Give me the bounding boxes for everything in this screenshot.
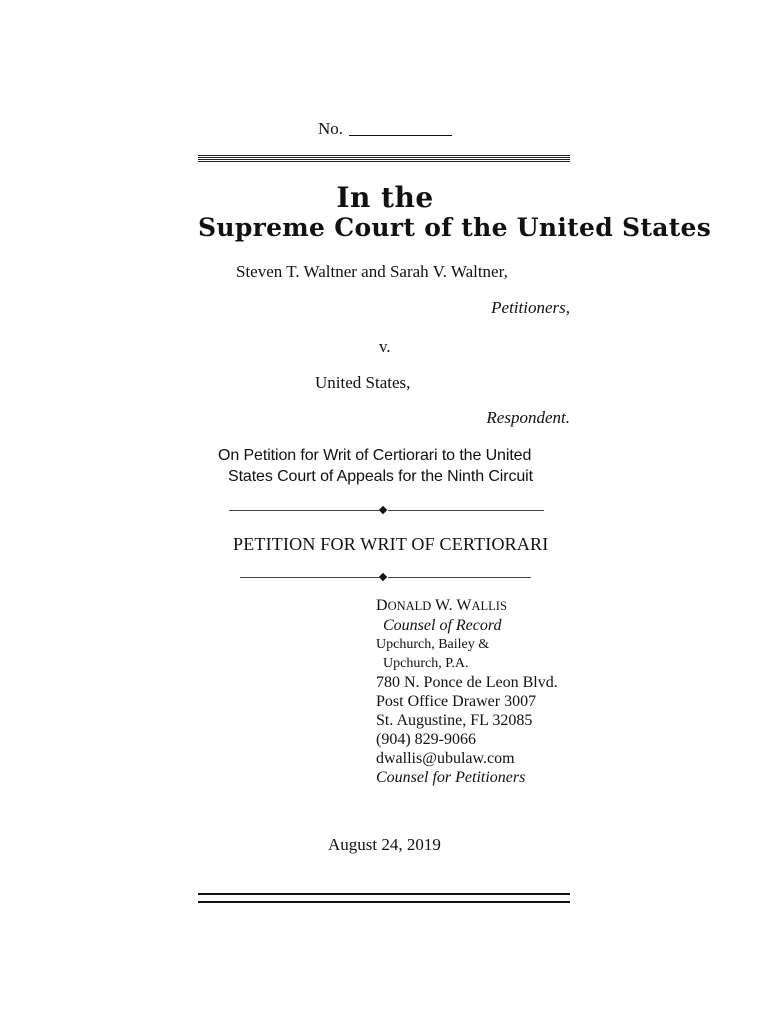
- petitioners-role: Petitioners,: [491, 298, 570, 317]
- court-heading-line1: In the: [336, 181, 434, 214]
- case-number-blank: [349, 135, 452, 136]
- email-address: dwallis@ubulaw.com: [376, 750, 515, 767]
- divider-right-2: [388, 577, 531, 578]
- petition-description-line2: States Court of Appeals for the Ninth Circuit: [228, 468, 533, 485]
- counsel-designation: Counsel of Record: [383, 617, 502, 634]
- address-line1: 780 N. Ponce de Leon Blvd.: [376, 674, 558, 691]
- document-title: PETITION FOR WRIT OF CERTIORARI: [233, 534, 549, 554]
- versus: v.: [379, 337, 391, 356]
- counsel-block: [376, 596, 558, 787]
- divider-left-2: [240, 577, 379, 578]
- counsel-role: Counsel for Petitioners: [376, 769, 526, 786]
- firm-line2: Upchurch, P.A.: [383, 656, 469, 671]
- divider-left-1: [229, 510, 379, 511]
- case-number-label: No.: [318, 119, 344, 138]
- respondent-name: United States,: [315, 373, 411, 392]
- case-number: [318, 119, 452, 139]
- firm-line1: Upchurch, Bailey &: [376, 637, 490, 652]
- petition-description-line1: On Petition for Writ of Certiorari to the United: [218, 447, 532, 464]
- city-state-zip: St. Augustine, FL 32085: [376, 712, 533, 729]
- top-rule: [198, 155, 570, 163]
- diamond-icon: [379, 506, 387, 514]
- divider-right-1: [388, 510, 544, 511]
- petitioner-names: Steven T. Waltner and Sarah V. Waltner,: [236, 262, 508, 281]
- address-line2: Post Office Drawer 3007: [376, 693, 537, 710]
- filing-date: August 24, 2019: [328, 835, 441, 854]
- counsel-name: DONALD W. WALLIS: [376, 597, 507, 614]
- bottom-rule: [198, 893, 570, 903]
- phone-number: (904) 829-9066: [376, 731, 476, 748]
- court-heading-line2: Supreme Court of the United States: [198, 213, 712, 242]
- respondent-role: Respondent.: [486, 408, 570, 427]
- diamond-icon: [379, 573, 387, 581]
